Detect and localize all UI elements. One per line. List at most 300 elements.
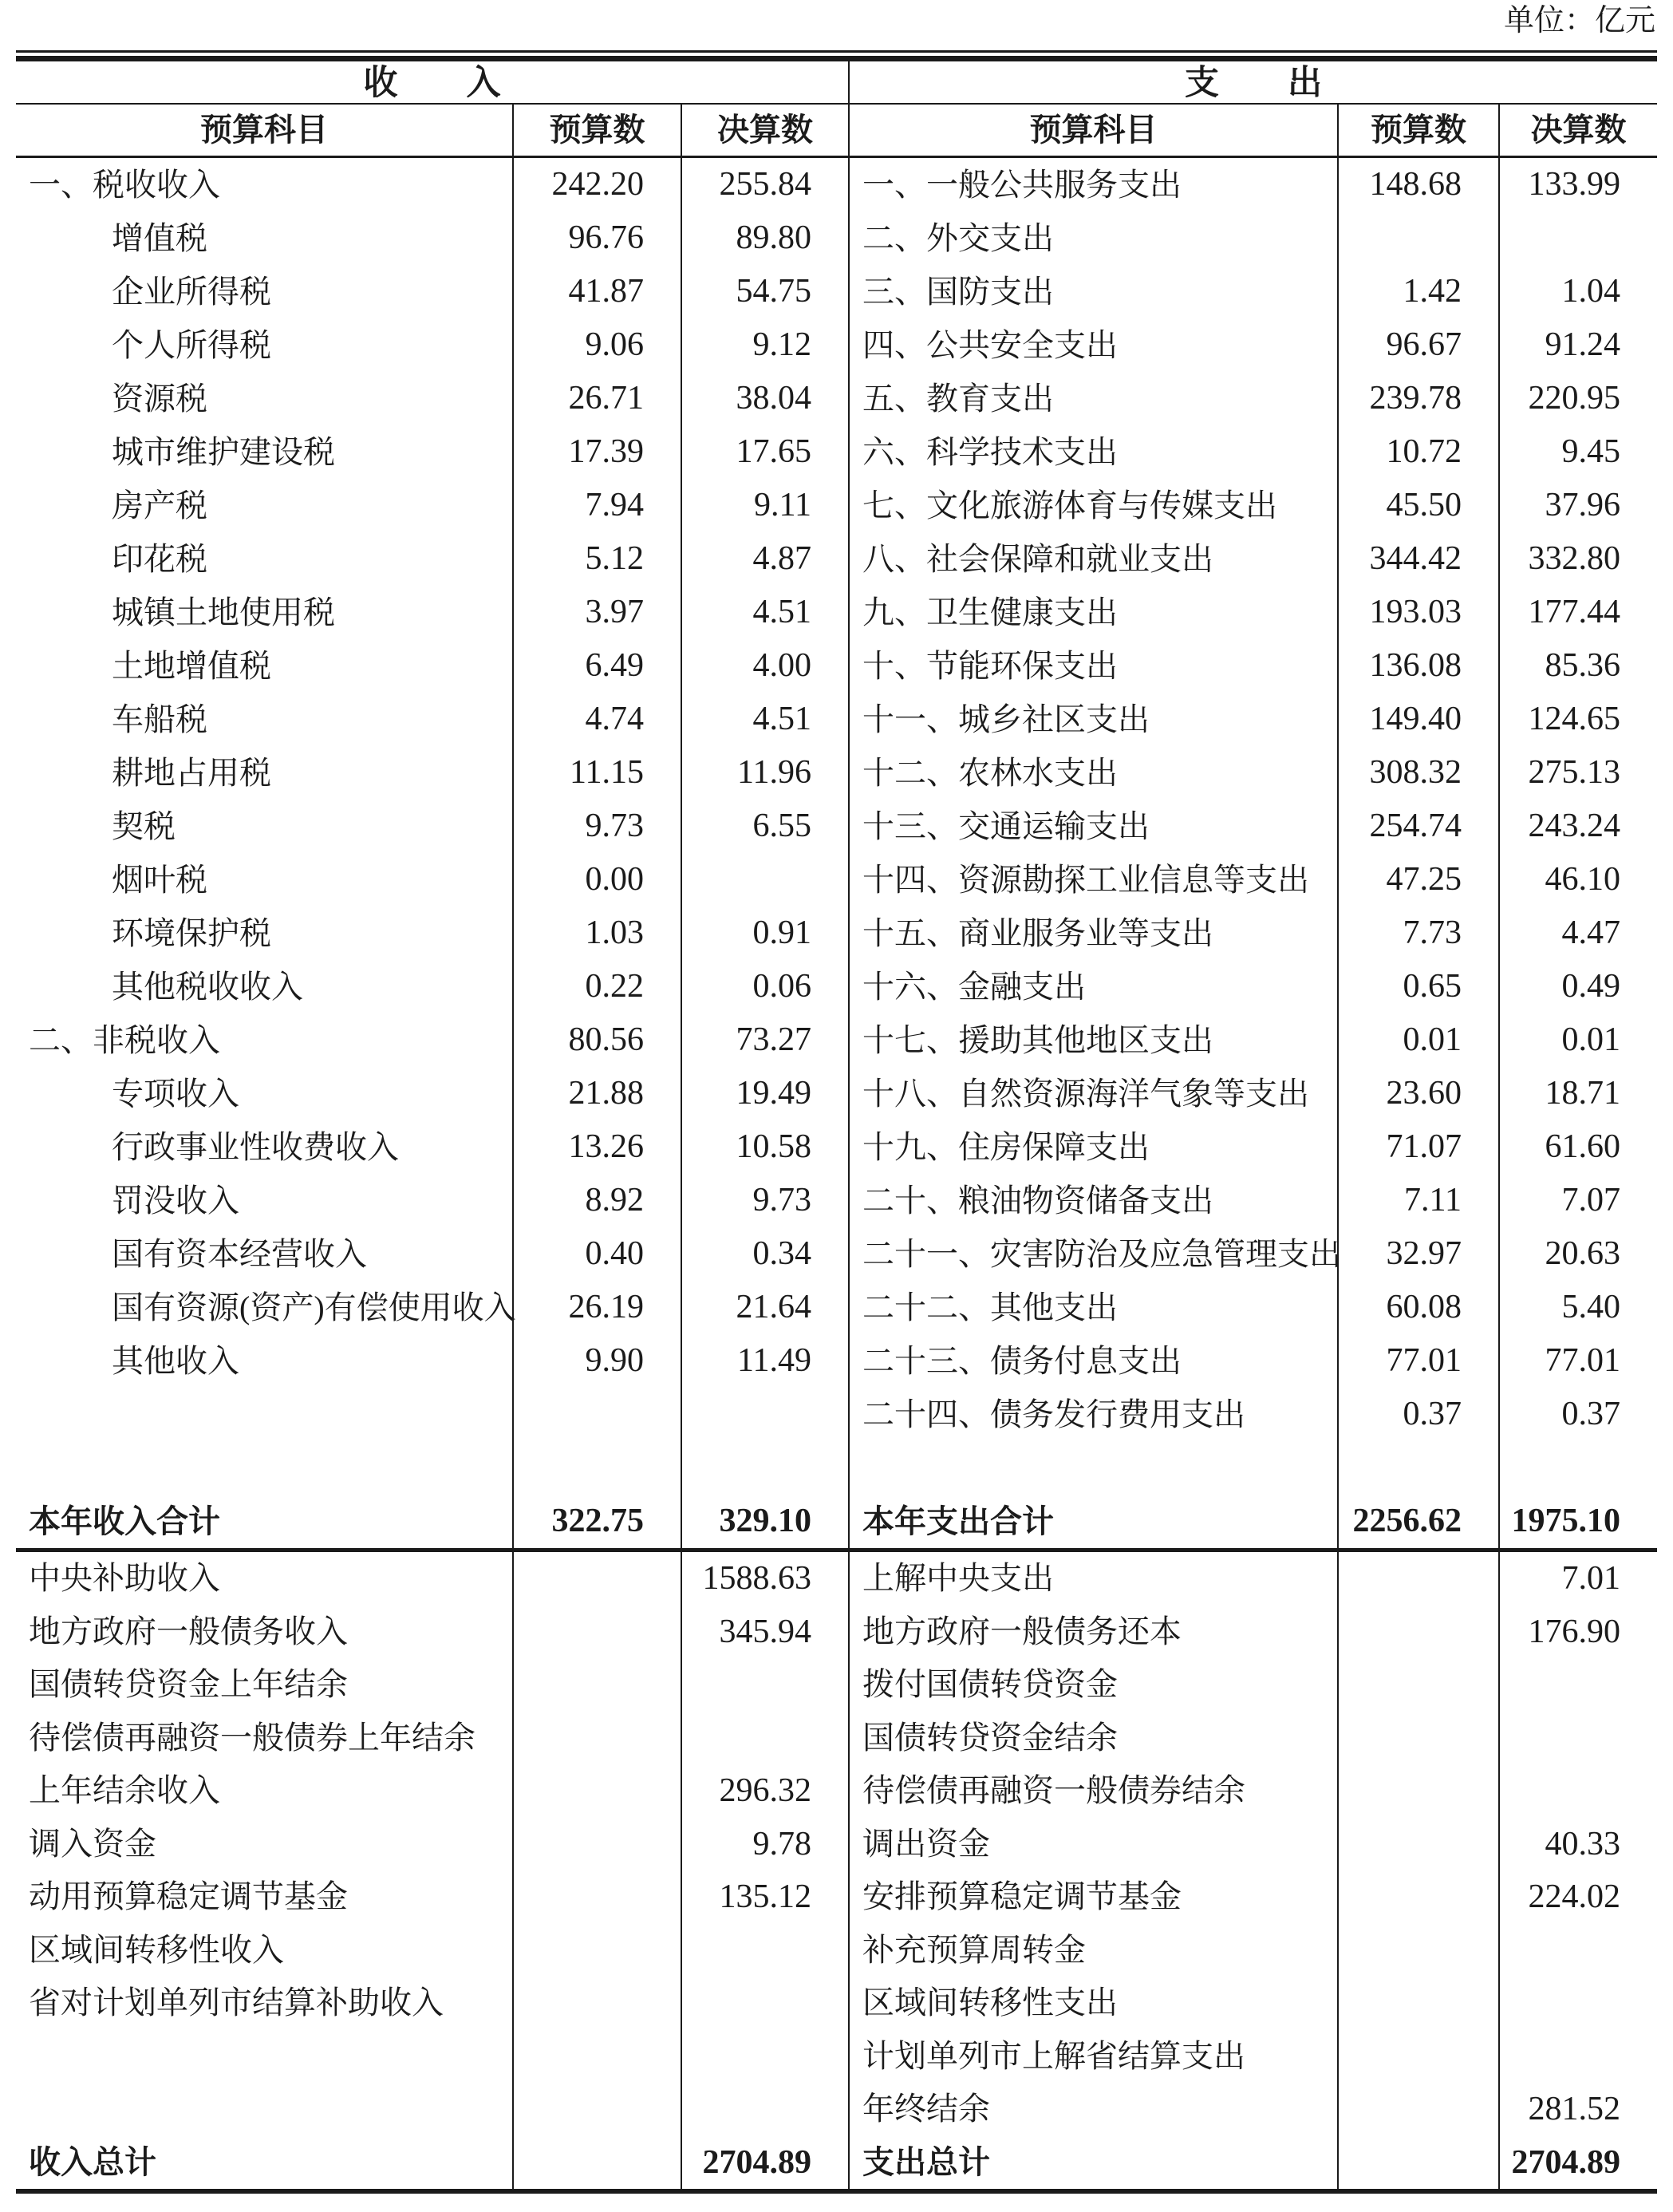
budget-amount-cell: 7.94 [514,479,682,532]
subject-cell: 八、社会保障和就业支出 [850,532,1339,586]
table-row [850,1174,1657,1227]
final-amount-cell [682,1388,848,1441]
subject-cell: 专项收入 [16,1067,514,1120]
budget-amount-cell: 254.74 [1339,800,1500,853]
subject-cell: 印花税 [16,532,514,586]
subject-cell [16,2083,514,2136]
subject-cell: 二、外交支出 [850,211,1339,265]
subject-cell: 十四、资源勘探工业信息等支出 [850,853,1339,907]
final-amount-cell: 135.12 [719,1878,811,1915]
subject-cell: 二十一、灾害防治及应急管理支出 [850,1227,1339,1281]
budget-amount-cell: 21.88 [514,1067,682,1120]
table-row [850,1977,1657,2030]
final-amount-cell: 2704.89 [702,2143,811,2181]
budget-amount-cell [514,1924,682,1977]
budget-amount-cell: 344.42 [1339,532,1500,586]
budget-amount-cell: 1.42 [1339,265,1500,318]
subject-cell: 国有资源(资产)有偿使用收入 [16,1281,514,1334]
final-amount-cell: 20.63 [1545,1235,1620,1272]
subject-cell: 支出总计 [850,2136,1339,2190]
table-row [16,1281,848,1334]
budget-amount-cell [514,1388,682,1441]
subject-cell: 企业所得税 [16,265,514,318]
table-row [16,853,848,907]
final-amount-cell: 91.24 [1545,326,1620,363]
budget-amount-cell: 80.56 [514,1013,682,1067]
table-row [850,1281,1657,1334]
final-amount-cell [1500,1658,1657,1712]
final-amount-cell: 5.40 [1561,1289,1620,1325]
budget-amount-cell: 0.65 [1339,960,1500,1013]
table-row [850,372,1657,425]
final-amount-cell: 176.90 [1528,1613,1620,1650]
table-row [16,1334,848,1388]
subject-cell: 十三、交通运输支出 [850,800,1339,853]
subject-cell: 十五、商业服务业等支出 [850,907,1339,960]
final-amount-cell [682,1441,848,1495]
table-row [850,1388,1657,1441]
budget-amount-cell: 26.71 [514,372,682,425]
table-row [850,907,1657,960]
final-amount-cell: 9.45 [1561,433,1620,470]
table-row [850,1227,1657,1281]
budget-amount-cell: 10.72 [1339,425,1500,479]
table-row [850,158,1657,211]
subject-cell: 十九、住房保障支出 [850,1120,1339,1174]
expenditure-title: 支 出 [850,61,1657,105]
subject-cell: 国债转贷资金结余 [850,1712,1339,1765]
budget-amount-cell: 96.76 [514,211,682,265]
table-row [16,265,848,318]
final-amount-cell [682,2030,848,2084]
final-amount-cell: 37.96 [1545,487,1620,523]
budget-amount-cell: 0.40 [514,1227,682,1281]
budget-amount-cell [1339,1977,1500,2030]
final-amount-cell [682,853,848,907]
income-section [16,61,850,2189]
subject-cell: 五、教育支出 [850,372,1339,425]
table-row [850,1606,1657,1659]
subject-cell: 行政事业性收费收入 [16,1120,514,1174]
subject-cell: 二十二、其他支出 [850,1281,1339,1334]
table-row [850,1658,1657,1712]
subject-cell: 本年支出合计 [850,1495,1339,1548]
table-row [16,372,848,425]
final-amount-cell: 124.65 [1528,701,1620,737]
final-amount-cell: 220.95 [1528,380,1620,417]
table-row [850,960,1657,1013]
subject-cell: 二十四、债务发行费用支出 [850,1388,1339,1441]
table-row [850,1120,1657,1174]
income-title: 收 入 [16,61,848,105]
final-amount-cell: 255.84 [719,166,811,203]
subject-cell: 安排预算稳定调节基金 [850,1870,1339,1924]
table-row [850,532,1657,586]
final-amount-cell: 7.01 [1561,1560,1620,1597]
subject-cell: 城镇土地使用税 [16,586,514,639]
budget-amount-cell: 7.73 [1339,907,1500,960]
budget-amount-cell: 6.49 [514,639,682,693]
table-row [16,693,848,746]
table-row [16,1174,848,1227]
table-row [850,425,1657,479]
subject-cell: 一、税收收入 [16,158,514,211]
budget-amount-cell [1339,1924,1500,1977]
subject-cell: 车船税 [16,693,514,746]
table-row [16,1924,848,1977]
budget-amount-cell [1339,1441,1500,1495]
final-amount-cell: 89.80 [736,219,811,256]
final-amount-cell: 177.44 [1528,594,1620,630]
subject-cell: 动用预算稳定调节基金 [16,1870,514,1924]
final-amount-cell: 329.10 [719,1503,811,1539]
subject-cell: 年终结余 [850,2083,1339,2136]
final-amount-cell: 1588.63 [702,1560,811,1597]
table-row [16,1870,848,1924]
subject-cell: 烟叶税 [16,853,514,907]
budget-amount-cell [1339,1658,1500,1712]
table-row [16,1712,848,1765]
subject-cell: 六、科学技术支出 [850,425,1339,479]
final-amount-cell: 21.64 [736,1289,811,1325]
table-row [16,1067,848,1120]
budget-amount-cell: 60.08 [1339,1281,1500,1334]
expenditure-lower-rows [850,1552,1657,2189]
final-amount-cell: 0.01 [1561,1021,1620,1058]
subject-cell: 城市维护建设税 [16,425,514,479]
subject-cell [850,1441,1339,1495]
table-row [16,907,848,960]
table-row [850,1870,1657,1924]
table-row [16,1606,848,1659]
final-amount-cell: 224.02 [1528,1878,1620,1915]
subject-cell: 地方政府一般债务收入 [16,1606,514,1659]
subject-cell: 二十、粮油物资储备支出 [850,1174,1339,1227]
expenditure-upper-rows [850,158,1657,1548]
subject-cell: 本年收入合计 [16,1495,514,1548]
subject-cell: 罚没收入 [16,1174,514,1227]
table-row [850,2083,1657,2136]
budget-amount-cell [1339,1712,1500,1765]
subject-cell: 收入总计 [16,2136,514,2190]
final-amount-cell [682,1977,848,2030]
final-amount-cell: 4.87 [752,540,811,577]
final-amount-cell: 61.60 [1545,1128,1620,1165]
budget-amount-cell: 193.03 [1339,586,1500,639]
final-amount-cell: 133.99 [1528,166,1620,203]
table-row [850,1441,1657,1495]
final-amount-cell [1500,1764,1657,1818]
final-amount-cell: 4.51 [752,594,811,630]
final-amount-cell: 0.34 [752,1235,811,1272]
table-row [16,479,848,532]
table-row [16,1764,848,1818]
budget-amount-cell: 32.97 [1339,1227,1500,1281]
bottom-rule [16,2189,1657,2194]
subject-cell: 环境保护税 [16,907,514,960]
subject-cell: 区域间转移性支出 [850,1977,1339,2030]
final-amount-cell: 0.06 [752,968,811,1005]
table-row [16,158,848,211]
final-amount-cell [682,1924,848,1977]
final-amount-cell: 0.91 [752,914,811,951]
budget-amount-cell [514,1764,682,1818]
final-amount-cell: 9.12 [752,326,811,363]
subject-cell: 调入资金 [16,1818,514,1871]
budget-amount-cell: 41.87 [514,265,682,318]
income-col-budget: 预算数 [514,105,682,156]
budget-amount-cell: 148.68 [1339,158,1500,211]
subject-cell: 二、非税收入 [16,1013,514,1067]
final-amount-cell: 38.04 [736,380,811,417]
top-rule-thick [16,56,1657,61]
table-row [850,639,1657,693]
budget-amount-cell [1339,1818,1500,1871]
table-row [16,1388,848,1441]
subject-cell: 省对计划单列市结算补助收入 [16,1977,514,2030]
subject-cell: 十八、自然资源海洋气象等支出 [850,1067,1339,1120]
subject-cell: 国有资本经营收入 [16,1227,514,1281]
budget-amount-cell: 7.11 [1339,1174,1500,1227]
subject-cell: 个人所得税 [16,318,514,372]
budget-amount-cell: 13.26 [514,1120,682,1174]
income-col-subject: 预算科目 [16,105,514,156]
table-row [16,586,848,639]
subject-cell: 九、卫生健康支出 [850,586,1339,639]
subject-cell: 十二、农林水支出 [850,746,1339,800]
budget-amount-cell: 322.75 [514,1495,682,1548]
subject-cell: 二十三、债务付息支出 [850,1334,1339,1388]
budget-amount-cell [1339,2030,1500,2084]
subject-cell: 地方政府一般债务还本 [850,1606,1339,1659]
final-amount-cell [1500,211,1657,265]
budget-amount-cell [514,1977,682,2030]
table-row [16,1495,848,1548]
budget-amount-cell [1339,211,1500,265]
final-amount-cell: 0.49 [1561,968,1620,1005]
budget-amount-cell [514,1658,682,1712]
table-row [850,853,1657,907]
subject-cell [16,1388,514,1441]
final-amount-cell: 18.71 [1545,1075,1620,1112]
table-row [850,1712,1657,1765]
subject-cell: 契税 [16,800,514,853]
table-row [16,318,848,372]
final-amount-cell [682,1712,848,1765]
budget-amount-cell: 9.73 [514,800,682,853]
table-row [16,1658,848,1712]
income-column-header [16,105,848,158]
table-row [850,318,1657,372]
expenditure-col-subject: 预算科目 [850,105,1339,156]
subject-cell: 土地增值税 [16,639,514,693]
table-row [16,1441,848,1495]
budget-amount-cell [514,2083,682,2136]
budget-amount-cell [1339,1552,1500,1606]
subject-cell: 其他收入 [16,1334,514,1388]
subject-cell: 上解中央支出 [850,1552,1339,1606]
table-row [16,1013,848,1067]
table-row [16,960,848,1013]
budget-amount-cell: 96.67 [1339,318,1500,372]
subject-cell: 增值税 [16,211,514,265]
budget-amount-cell: 9.90 [514,1334,682,1388]
budget-amount-cell: 77.01 [1339,1334,1500,1388]
final-amount-cell: 1.04 [1561,273,1620,310]
budget-amount-cell [514,1606,682,1659]
budget-amount-cell: 0.00 [514,853,682,907]
final-amount-cell: 17.65 [736,433,811,470]
income-col-final: 决算数 [717,112,813,148]
final-amount-cell: 1975.10 [1511,1503,1620,1539]
subject-cell: 三、国防支出 [850,265,1339,318]
expenditure-col-final: 决算数 [1530,112,1627,148]
budget-amount-cell: 0.22 [514,960,682,1013]
final-amount-cell: 73.27 [736,1021,811,1058]
table-row [16,2030,848,2084]
budget-amount-cell: 11.15 [514,746,682,800]
budget-amount-cell [514,1870,682,1924]
budget-amount-cell [1339,1870,1500,1924]
budget-amount-cell [1339,2136,1500,2190]
final-amount-cell: 46.10 [1545,861,1620,898]
budget-amount-cell: 136.08 [1339,639,1500,693]
budget-amount-cell: 308.32 [1339,746,1500,800]
subject-cell: 计划单列市上解省结算支出 [850,2030,1339,2084]
final-amount-cell [682,2083,848,2136]
table-row [16,1120,848,1174]
table-row [16,211,848,265]
final-amount-cell: 9.78 [752,1825,811,1862]
budget-amount-cell: 149.40 [1339,693,1500,746]
subject-cell: 待偿债再融资一般债券结余 [850,1764,1339,1818]
table-row [850,479,1657,532]
table-row [850,1067,1657,1120]
final-amount-cell [1500,2030,1657,2084]
final-amount-cell: 4.00 [752,647,811,684]
final-amount-cell [1500,1441,1657,1495]
final-amount-cell: 11.96 [737,754,811,791]
unit-label: 单位：亿元 [1503,4,1655,38]
subject-cell: 七、文化旅游体育与传媒支出 [850,479,1339,532]
final-amount-cell [682,1658,848,1712]
table-row [850,1764,1657,1818]
table-row [16,1977,848,2030]
subject-cell: 区域间转移性收入 [16,1924,514,1977]
subject-cell: 调出资金 [850,1818,1339,1871]
final-amount-cell: 54.75 [736,273,811,310]
subject-cell: 十、节能环保支出 [850,639,1339,693]
final-amount-cell: 6.55 [752,808,811,844]
final-amount-cell: 9.11 [754,487,811,523]
table-row [16,1227,848,1281]
table-row [850,265,1657,318]
subject-cell: 十六、金融支出 [850,960,1339,1013]
subject-cell [16,1441,514,1495]
budget-amount-cell: 2256.62 [1339,1495,1500,1548]
subject-cell: 中央补助收入 [16,1552,514,1606]
budget-amount-cell: 1.03 [514,907,682,960]
table-row [16,1552,848,1606]
subject-cell: 拨付国债转贷资金 [850,1658,1339,1712]
subject-cell: 国债转贷资金上年结余 [16,1658,514,1712]
budget-amount-cell: 45.50 [1339,479,1500,532]
table-row [850,1552,1657,1606]
table-row [850,800,1657,853]
budget-amount-cell: 0.37 [1339,1388,1500,1441]
table-row [16,532,848,586]
table-row [16,746,848,800]
budget-amount-cell: 0.01 [1339,1013,1500,1067]
budget-amount-cell: 3.97 [514,586,682,639]
subject-cell: 房产税 [16,479,514,532]
expenditure-col-budget: 预算数 [1339,105,1500,156]
expenditure-section [850,61,1657,2189]
budget-amount-cell: 9.06 [514,318,682,372]
final-amount-cell: 10.58 [736,1128,811,1165]
budget-amount-cell [514,1441,682,1495]
final-amount-cell: 77.01 [1545,1342,1620,1379]
budget-amount-cell [514,2030,682,2084]
table-row [850,2136,1657,2190]
subject-cell: 补充预算周转金 [850,1924,1339,1977]
final-amount-cell: 243.24 [1528,808,1620,844]
table-row [850,746,1657,800]
final-amount-cell: 4.51 [752,701,811,737]
budget-amount-cell [1339,2083,1500,2136]
subject-cell: 一、一般公共服务支出 [850,158,1339,211]
budget-amount-cell: 242.20 [514,158,682,211]
subject-cell: 待偿债再融资一般债券上年结余 [16,1712,514,1765]
table-row [850,586,1657,639]
budget-amount-cell: 4.74 [514,693,682,746]
table-row [850,1818,1657,1871]
final-amount-cell: 345.94 [719,1613,811,1650]
final-amount-cell [1500,1924,1657,1977]
budget-amount-cell: 71.07 [1339,1120,1500,1174]
subject-cell: 十七、援助其他地区支出 [850,1013,1339,1067]
subject-cell: 四、公共安全支出 [850,318,1339,372]
table-row [850,1924,1657,1977]
final-amount-cell: 11.49 [737,1342,811,1379]
budget-amount-cell: 17.39 [514,425,682,479]
final-amount-cell: 281.52 [1528,2091,1620,2127]
final-amount-cell [1500,1977,1657,2030]
final-amount-cell: 85.36 [1545,647,1620,684]
final-amount-cell: 332.80 [1528,540,1620,577]
table-row [850,2030,1657,2084]
final-amount-cell: 2704.89 [1511,2143,1620,2181]
table-row [16,2083,848,2136]
table-row [16,800,848,853]
final-amount-cell: 9.73 [752,1182,811,1219]
subject-cell: 其他税收收入 [16,960,514,1013]
budget-amount-cell: 8.92 [514,1174,682,1227]
final-amount-cell: 19.49 [736,1075,811,1112]
final-amount-cell: 40.33 [1545,1825,1620,1862]
expenditure-column-header [850,105,1657,158]
table-row [16,2136,848,2190]
subject-cell [16,2030,514,2084]
final-amount-cell: 275.13 [1528,754,1620,791]
income-upper-rows [16,158,848,1548]
table-row [850,1013,1657,1067]
subject-cell: 十一、城乡社区支出 [850,693,1339,746]
table-halves [16,61,1657,2189]
table-row [16,425,848,479]
budget-table [16,50,1657,2194]
final-amount-cell: 4.47 [1561,914,1620,951]
